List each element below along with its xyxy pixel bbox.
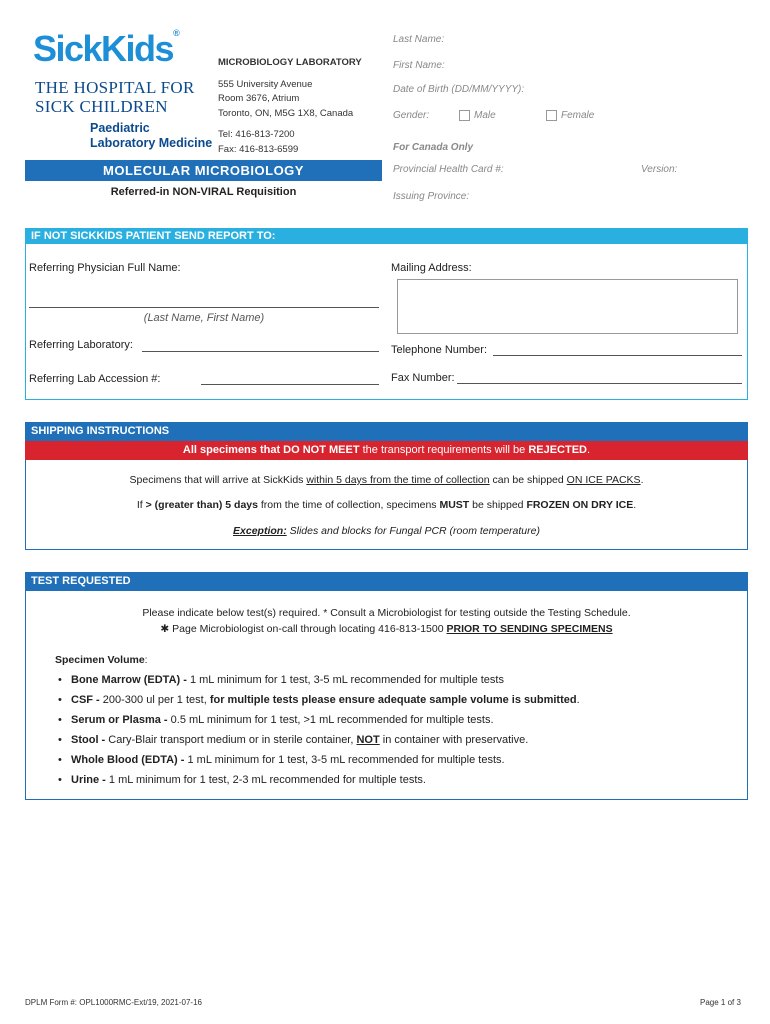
canada-only-label: For Canada Only	[393, 142, 474, 153]
referring-lab-label: Referring Laboratory:	[29, 339, 133, 351]
mailing-address-label: Mailing Address:	[391, 262, 472, 274]
ship2-e: be shipped	[469, 499, 527, 511]
lab-name: MICROBIOLOGY LABORATORY	[218, 57, 362, 68]
lab-tel: Tel: 416-813-7200	[218, 129, 295, 140]
accession-label: Referring Lab Accession #:	[29, 373, 161, 385]
specimen-emphasis: NOT	[356, 734, 380, 746]
exception-label: Exception:	[233, 525, 287, 537]
lab-info	[218, 56, 362, 157]
health-card-label[interactable]: Provincial Health Card #:	[393, 164, 504, 175]
accession-field[interactable]	[201, 373, 379, 385]
ship1-c: can be shipped	[489, 474, 567, 486]
specimen-text: 1 mL minimum for 1 test, 2-3 mL recommended for multiple tests.	[105, 774, 426, 786]
rejection-warning-bar	[25, 441, 748, 460]
mailing-address-box[interactable]	[397, 279, 738, 334]
warning-part-c: REJECTED	[528, 444, 587, 456]
ship2-c: from the time of collection, specimens	[257, 499, 440, 511]
form-number: DPLM Form #: OPL1000RMC-Ext/19, 2021-07-16	[25, 998, 202, 1007]
instr2-a: ✱ Page Microbiologist on-call through locating 416-813-1500	[160, 623, 447, 635]
patient-first-name-label[interactable]: First Name:	[393, 60, 445, 71]
fax-field[interactable]	[457, 372, 742, 384]
test-instruction2	[25, 623, 748, 635]
ship2-f: FROZEN ON DRY ICE	[526, 499, 634, 511]
shipping-header-text: SHIPPING INSTRUCTIONS	[31, 425, 170, 437]
ship1-a: Specimens that will arrive at SickKids	[129, 474, 307, 486]
specimen-tail: in container with preservative.	[379, 734, 529, 746]
form-title: MOLECULAR MICROBIOLOGY	[103, 163, 304, 178]
sickkids-logo	[33, 28, 178, 70]
form-subtitle: Referred-in NON-VIRAL Requisition	[110, 186, 297, 198]
ship2-d: MUST	[439, 499, 470, 511]
warning-part-b: the transport requirements will be	[359, 444, 529, 456]
shipping-line1	[25, 474, 748, 486]
shipping-exception	[25, 525, 748, 537]
logo-registered-mark: ®	[173, 28, 179, 38]
specimen-text: Cary-Blair transport medium or in sterile container,	[105, 734, 357, 746]
referring-lab-field[interactable]	[142, 340, 379, 352]
list-item	[71, 690, 580, 710]
specimen-name: Stool -	[71, 734, 106, 746]
warning-part-d: .	[587, 444, 591, 456]
specimen-volume-heading	[55, 654, 148, 666]
list-item	[71, 770, 580, 790]
specimen-tail: .	[576, 694, 580, 706]
telephone-field[interactable]	[493, 344, 742, 356]
lab-fax: Fax: 416-813-6599	[218, 143, 299, 155]
specimen-volume-label: Specimen Volume	[55, 654, 145, 666]
gender-female-checkbox[interactable]	[546, 110, 557, 121]
specimen-name: Urine -	[71, 774, 106, 786]
form-title-banner	[25, 160, 382, 181]
ship1-d: ON ICE PACKS	[566, 474, 641, 486]
shipping-line2	[25, 499, 748, 511]
specimen-volume-colon: :	[144, 654, 148, 666]
list-item	[71, 710, 580, 730]
list-item	[71, 750, 580, 770]
logo-word: SickKids	[33, 28, 174, 69]
gender-female-label: Female	[561, 110, 595, 121]
test-section-header	[25, 572, 748, 591]
patient-gender-label: Gender:	[393, 110, 430, 121]
hospital-name	[35, 78, 195, 116]
fax-label: Fax Number:	[391, 372, 455, 384]
test-header-text: TEST REQUESTED	[31, 575, 131, 587]
specimen-name: Serum or Plasma -	[71, 714, 168, 726]
specimen-text: 200-300 ul per 1 test,	[99, 694, 210, 706]
specimen-text: 1 mL minimum for 1 test, 3-5 mL recommended for multiple tests.	[184, 754, 505, 766]
telephone-label: Telephone Number:	[391, 344, 488, 356]
instr2-b: PRIOR TO SENDING SPECIMENS	[446, 623, 613, 635]
warning-part-a: All specimens that DO NOT MEET	[182, 444, 360, 456]
ship1-e: .	[640, 474, 644, 486]
lab-address1: 555 University Avenue	[218, 78, 313, 90]
hospital-name-line2: SICK CHILDREN	[35, 97, 168, 116]
specimen-emphasis: for multiple tests please ensure adequate sample volume is submitted	[209, 694, 577, 706]
ship1-b: within 5 days from the time of collection	[306, 474, 490, 486]
exception-text: Slides and blocks for Fungal PCR (room temperature)	[286, 525, 540, 537]
department-line1: Paediatric	[90, 121, 150, 135]
list-item	[71, 670, 580, 690]
issuing-province-label[interactable]: Issuing Province:	[393, 191, 470, 202]
specimen-name: Whole Blood (EDTA) -	[71, 754, 185, 766]
physician-hint: (Last Name, First Name)	[143, 312, 265, 324]
patient-dob-label[interactable]: Date of Birth (DD/MM/YYYY):	[393, 84, 525, 95]
shipping-section-header	[25, 422, 748, 441]
specimen-name: CSF -	[71, 694, 100, 706]
ship2-b: > (greater than) 5 days	[145, 499, 258, 511]
specimen-text: 0.5 mL minimum for 1 test, >1 mL recommended for multiple tests.	[167, 714, 494, 726]
report-header-text: IF NOT SICKKIDS PATIENT SEND REPORT TO:	[31, 230, 276, 242]
patient-last-name-label[interactable]: Last Name:	[393, 34, 445, 45]
physician-label: Referring Physician Full Name:	[29, 262, 181, 274]
hospital-name-line1: THE HOSPITAL FOR	[35, 78, 195, 97]
gender-male-checkbox[interactable]	[459, 110, 470, 121]
department-name	[90, 121, 212, 151]
test-instruction1: Please indicate below test(s) required. * Consult a Microbiologist for testing outside the Testing Schedule.	[142, 607, 631, 619]
page-number: Page 1 of 3	[700, 998, 741, 1007]
list-item	[71, 730, 580, 750]
specimen-list	[57, 670, 580, 790]
report-section-header	[25, 228, 748, 244]
specimen-text: 1 mL minimum for 1 test, 3-5 mL recommended for multiple tests	[186, 674, 504, 686]
department-line2: Laboratory Medicine	[90, 136, 213, 150]
specimen-name: Bone Marrow (EDTA) -	[71, 674, 187, 686]
ship2-g: .	[633, 499, 637, 511]
gender-male-label: Male	[474, 110, 496, 121]
version-label[interactable]: Version:	[641, 164, 678, 175]
lab-address3: Toronto, ON, M5G 1X8, Canada	[218, 107, 354, 119]
ship2-a: If	[136, 499, 146, 511]
physician-name-field[interactable]	[29, 295, 379, 308]
lab-address2: Room 3676, Atrium	[218, 93, 300, 104]
